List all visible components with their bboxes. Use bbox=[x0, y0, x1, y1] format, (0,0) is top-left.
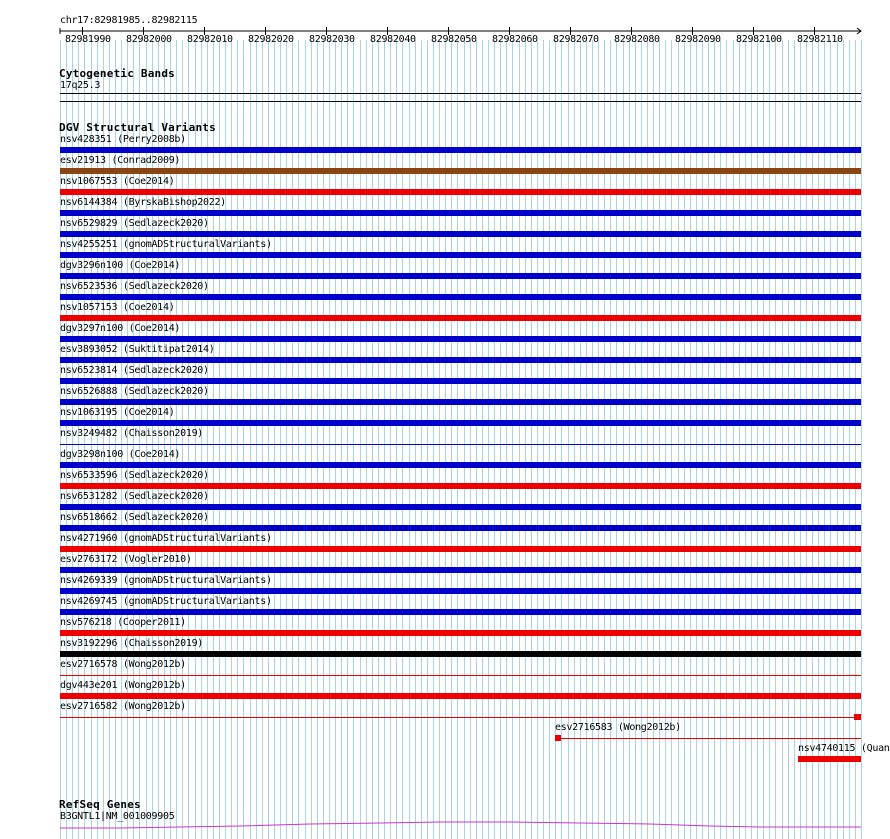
dgv-feature-label[interactable]: nsv6523814 (Sedlazeck2020) bbox=[60, 365, 209, 376]
dgv-feature-label[interactable]: dgv3296n100 (Coe2014) bbox=[60, 260, 181, 271]
dgv-feature-label[interactable]: nsv3249482 (Chaisson2019) bbox=[60, 428, 204, 439]
dgv-feature-glyph[interactable] bbox=[60, 546, 861, 552]
dgv-feature-glyph[interactable] bbox=[798, 756, 861, 762]
dgv-feature-glyph[interactable] bbox=[60, 189, 861, 195]
dgv-feature-glyph[interactable] bbox=[60, 462, 861, 468]
dgv-feature-glyph[interactable] bbox=[60, 378, 861, 384]
dgv-feature-label[interactable]: nsv576218 (Cooper2011) bbox=[60, 617, 186, 628]
dgv-feature-label[interactable]: nsv4255251 (gnomADStructuralVariants) bbox=[60, 239, 272, 250]
ruler-tick-label: 82982060 bbox=[492, 34, 538, 45]
refseq-gene-label[interactable]: B3GNTL1|NM_001009905 bbox=[60, 811, 175, 822]
cyto-band-divider bbox=[60, 101, 861, 102]
dgv-feature-label[interactable]: dgv3297n100 (Coe2014) bbox=[60, 323, 181, 334]
dgv-feature-glyph[interactable] bbox=[60, 630, 861, 636]
dgv-feature-glyph[interactable] bbox=[60, 273, 861, 279]
dgv-feature-label[interactable]: esv2716583 (Wong2012b) bbox=[555, 722, 681, 733]
dgv-feature-glyph[interactable] bbox=[60, 294, 861, 300]
dgv-feature-glyph[interactable] bbox=[60, 252, 861, 258]
dgv-feature-block[interactable] bbox=[555, 735, 561, 741]
dgv-feature-glyph[interactable] bbox=[60, 504, 861, 510]
dgv-feature-label[interactable]: nsv6144384 (ByrskaBishop2022) bbox=[60, 197, 226, 208]
ruler-tick-label: 82982100 bbox=[736, 34, 782, 45]
dgv-feature-label[interactable]: nsv4271960 (gnomADStructuralVariants) bbox=[60, 533, 272, 544]
dgv-feature-glyph[interactable] bbox=[60, 651, 861, 657]
dgv-feature-glyph[interactable] bbox=[60, 168, 861, 174]
dgv-feature-label[interactable]: esv21913 (Conrad2009) bbox=[60, 155, 181, 166]
dgv-feature-label[interactable]: nsv6523536 (Sedlazeck2020) bbox=[60, 281, 209, 292]
dgv-feature-label[interactable]: nsv6526888 (Sedlazeck2020) bbox=[60, 386, 209, 397]
dgv-feature-glyph[interactable] bbox=[60, 147, 861, 153]
dgv-feature-label[interactable]: nsv6533596 (Sedlazeck2020) bbox=[60, 470, 209, 481]
dgv-feature-glyph[interactable] bbox=[60, 399, 861, 405]
dgv-feature-label[interactable]: esv2716578 (Wong2012b) bbox=[60, 659, 186, 670]
dgv-feature-glyph[interactable] bbox=[60, 357, 861, 363]
dgv-track-title[interactable]: DGV Structural Variants bbox=[59, 121, 216, 134]
ruler-tick-label: 82982000 bbox=[126, 34, 172, 45]
dgv-feature-glyph[interactable] bbox=[60, 675, 861, 676]
dgv-feature-label[interactable]: dgv3298n100 (Coe2014) bbox=[60, 449, 181, 460]
dgv-feature-block[interactable] bbox=[854, 714, 861, 720]
ruler-tick-label: 82982050 bbox=[431, 34, 477, 45]
dgv-feature-glyph[interactable] bbox=[60, 567, 861, 573]
dgv-feature-label[interactable]: esv2716582 (Wong2012b) bbox=[60, 701, 186, 712]
dgv-feature-label[interactable]: nsv4740115 (Quan bbox=[798, 743, 890, 754]
dgv-feature-glyph[interactable] bbox=[60, 693, 861, 699]
dgv-feature-label[interactable]: nsv3192296 (Chaisson2019) bbox=[60, 638, 204, 649]
dgv-feature-label[interactable]: esv3893052 (Suktitipat2014) bbox=[60, 344, 215, 355]
dgv-feature-label[interactable]: nsv6529829 (Sedlazeck2020) bbox=[60, 218, 209, 229]
dgv-feature-glyph[interactable] bbox=[60, 420, 861, 426]
dgv-feature-label[interactable]: nsv1067553 (Coe2014) bbox=[60, 176, 175, 187]
ruler-tick-label: 82982110 bbox=[797, 34, 843, 45]
dgv-feature-label[interactable]: nsv428351 (Perry2008b) bbox=[60, 134, 186, 145]
ruler-tick-label: 82982030 bbox=[309, 34, 355, 45]
dgv-feature-label[interactable]: nsv4269745 (gnomADStructuralVariants) bbox=[60, 596, 272, 607]
dgv-feature-glyph[interactable] bbox=[60, 588, 861, 594]
cyto-band-bar[interactable] bbox=[60, 93, 861, 94]
dgv-feature-label[interactable]: nsv4269339 (gnomADStructuralVariants) bbox=[60, 575, 272, 586]
ruler-tick-label: 82982090 bbox=[675, 34, 721, 45]
refseq-track-title[interactable]: RefSeq Genes bbox=[59, 798, 141, 811]
dgv-feature-label[interactable]: nsv6531282 (Sedlazeck2020) bbox=[60, 491, 209, 502]
ruler-tick-label: 82982080 bbox=[614, 34, 660, 45]
dgv-feature-label[interactable]: esv2763172 (Vogler2010) bbox=[60, 554, 192, 565]
dgv-feature-glyph[interactable] bbox=[60, 444, 861, 445]
dgv-feature-glyph[interactable] bbox=[60, 336, 861, 342]
dgv-feature-glyph[interactable] bbox=[60, 315, 861, 321]
dgv-feature-label[interactable]: dgv443e201 (Wong2012b) bbox=[60, 680, 186, 691]
ruler-tick-label: 82982010 bbox=[187, 34, 233, 45]
dgv-feature-glyph[interactable] bbox=[60, 483, 861, 489]
dgv-feature-glyph[interactable] bbox=[60, 717, 861, 718]
dgv-feature-glyph[interactable] bbox=[60, 609, 861, 615]
dgv-feature-glyph[interactable] bbox=[60, 231, 861, 237]
refseq-gene-model[interactable] bbox=[0, 820, 890, 830]
ruler-tick-label: 82981990 bbox=[65, 34, 111, 45]
ruler-tick-label: 82982040 bbox=[370, 34, 416, 45]
cyto-track-title[interactable]: Cytogenetic Bands bbox=[59, 67, 175, 80]
ruler-tick-label: 82982070 bbox=[553, 34, 599, 45]
cyto-band-label[interactable]: 17q25.3 bbox=[60, 80, 101, 91]
dgv-feature-label[interactable]: nsv1063195 (Coe2014) bbox=[60, 407, 175, 418]
dgv-feature-glyph[interactable] bbox=[60, 525, 861, 531]
dgv-feature-label[interactable]: nsv6518662 (Sedlazeck2020) bbox=[60, 512, 209, 523]
dgv-feature-label[interactable]: nsv1057153 (Coe2014) bbox=[60, 302, 175, 313]
dgv-feature-glyph[interactable] bbox=[555, 738, 861, 739]
location-label: chr17:82981985..82982115 bbox=[60, 15, 198, 26]
dgv-feature-glyph[interactable] bbox=[60, 210, 861, 216]
ruler-tick-label: 82982020 bbox=[248, 34, 294, 45]
